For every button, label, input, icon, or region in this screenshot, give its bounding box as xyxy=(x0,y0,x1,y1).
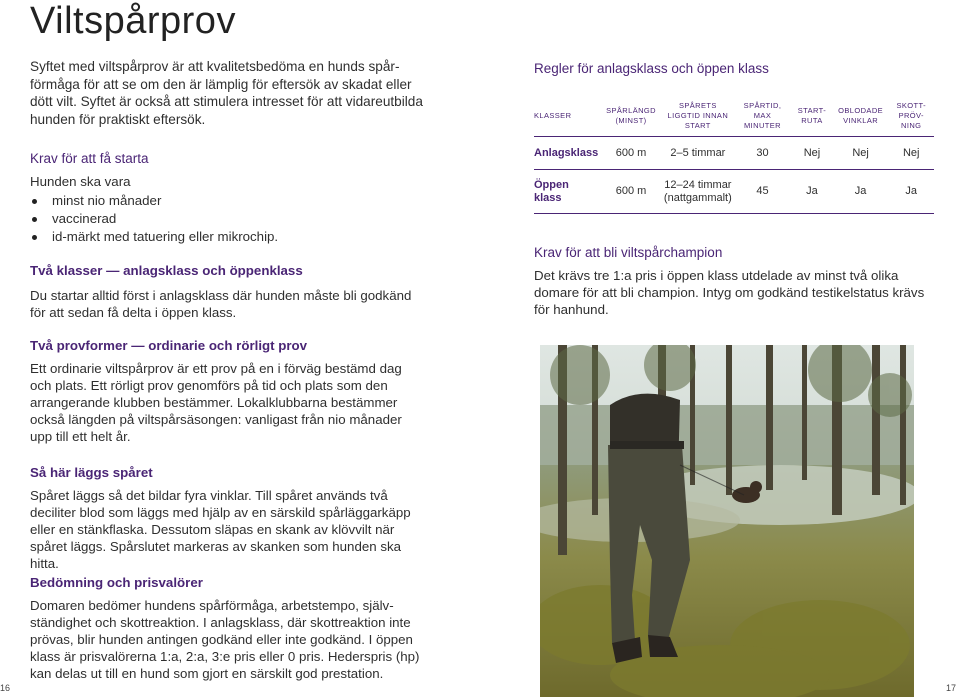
column-header: START-RUTA xyxy=(791,96,833,137)
column-header: SPÅRTID, MAX MINUTER xyxy=(734,96,791,137)
krav-heading: Krav för att få starta xyxy=(30,151,149,166)
provformer-section xyxy=(30,337,420,445)
bedomning-section xyxy=(30,574,420,682)
table-cell: 30 xyxy=(734,137,791,170)
table-cell: Ja xyxy=(888,170,934,214)
provformer-text: Ett ordinarie viltspårprov är ett prov på en i förväg bestämd dag och plats. Ett rörligt prov genomförs på tid och plats som den arrangerande klubben bestämmer. Lokalklubbarna bestämmer också längden på viltspårsäsongen: vanligast från nio månader upp till ett helt år. xyxy=(30,361,402,444)
table-cell: Nej xyxy=(833,137,889,170)
page-title: Viltspårprov xyxy=(30,0,236,42)
table-cell: Anlagsklass xyxy=(534,137,600,170)
list-item: id-märkt med tatuering eller mikrochip. xyxy=(30,228,420,246)
list-item: vaccinerad xyxy=(30,210,420,228)
sparet-text: Spåret läggs så det bildar fyra vinklar. Till spåret används två deciliter blod som läggs med hjälp av en särskild spårläggarkäpp eller en stänkflaska. Dessutom släpas en skank av klövvilt när spåret läggs. Spårslutet markeras av skanken som hunden ska hitta. xyxy=(30,488,411,571)
table-cell: Ja xyxy=(791,170,833,214)
table-row xyxy=(534,170,934,214)
rules-title: Regler för anlagsklass och öppen klass xyxy=(534,61,769,76)
table-cell: 45 xyxy=(734,170,791,214)
column-header: SPÅRLÄNGD (MINST) xyxy=(600,96,662,137)
krav-lead: Hunden ska vara xyxy=(30,174,131,189)
column-header: OBLODADE VINKLAR xyxy=(833,96,889,137)
table-cell: 600 m xyxy=(600,137,662,170)
intro-section xyxy=(30,58,425,128)
table-cell: 12–24 timmar (nattgammalt) xyxy=(662,170,734,214)
table-cell: 2–5 timmar xyxy=(662,137,734,170)
table-cell: Öppen klass xyxy=(534,170,600,214)
table-header-row xyxy=(534,96,934,137)
rules-table xyxy=(534,96,934,214)
table-cell: Nej xyxy=(888,137,934,170)
champion-section xyxy=(534,244,929,318)
champion-heading: Krav för att bli viltspårchampion xyxy=(534,245,723,260)
table-cell: Nej xyxy=(791,137,833,170)
page-number-left: 16 xyxy=(0,683,11,693)
krav-list xyxy=(30,192,420,246)
klasser-section xyxy=(30,262,420,321)
forest-photo xyxy=(540,345,914,697)
table-cell: 600 m xyxy=(600,170,662,214)
provformer-heading: Två provformer — ordinarie och rörligt prov xyxy=(30,338,308,353)
list-item: minst nio månader xyxy=(30,192,420,210)
krav-section xyxy=(30,150,420,246)
table-cell: Ja xyxy=(833,170,889,214)
sparet-section xyxy=(30,464,420,572)
column-header: SKOTT-PRÖV-NING xyxy=(888,96,934,137)
bedomning-text: Domaren bedömer hundens spårförmåga, arbetstempo, självständighet och skottreaktion. I anlagsklass, där skottreaktion inte prövas, blir hunden antingen godkänd eller inte godkänd. I öppen klass är prisvalörerna 1:a, 2:a, 3:e pris eller 0 pris. Hederspris (hp) kan delas ut till en hund som gjort en särskilt god prestation. xyxy=(30,598,420,681)
table-row xyxy=(534,137,934,170)
sparet-heading: Så här läggs spåret xyxy=(30,465,153,480)
page-number-right: 17 xyxy=(946,683,957,693)
klasser-text: Du startar alltid först i anlagsklass där hunden måste bli godkänd för att sedan få delta i öppen klass. xyxy=(30,288,412,320)
forest-dog-tracking-image xyxy=(540,345,914,697)
bedomning-heading: Bedömning och prisvalörer xyxy=(30,575,203,590)
klasser-heading: Två klasser — anlagsklass och öppenklass xyxy=(30,263,303,278)
champion-text: Det krävs tre 1:a pris i öppen klass utdelade av minst två olika domare för att bli champion. Intyg om godkänd testikelstatus krävs för hanhund. xyxy=(534,268,925,317)
intro-text: Syftet med viltspårprov är att kvalitetsbedöma en hunds spårförmåga för att se om den är lämplig för eftersök av skadat eller dött vilt. Syftet är också att stimulera intresset för att vidareutbilda hunden för praktiskt eftersök. xyxy=(30,59,423,127)
column-header: SPÅRETS LIGGTID INNAN START xyxy=(662,96,734,137)
column-header: KLASSER xyxy=(534,96,600,137)
